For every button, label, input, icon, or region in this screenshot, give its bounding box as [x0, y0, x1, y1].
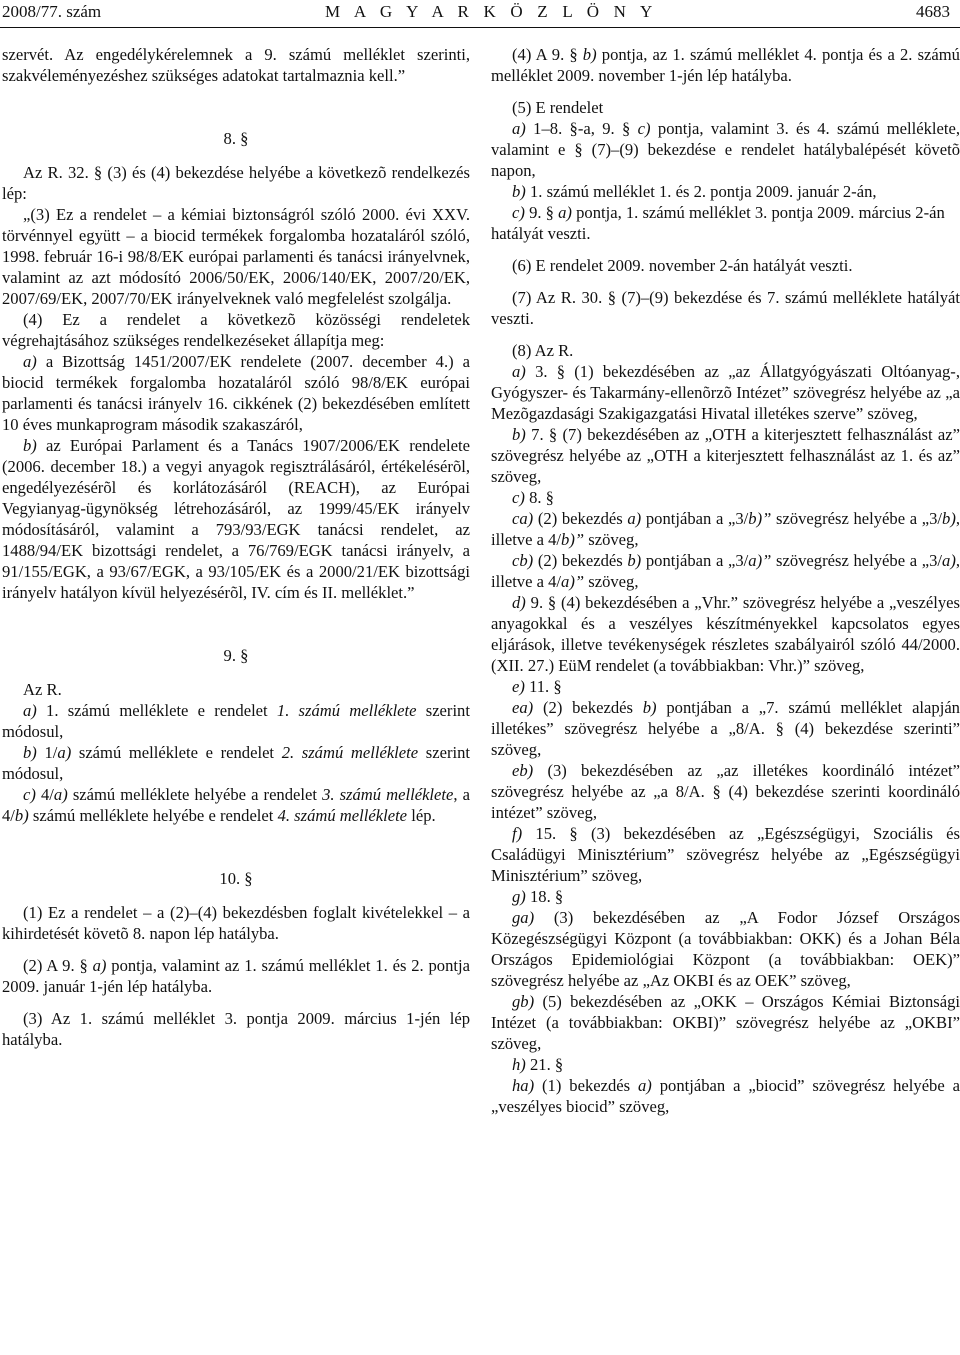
item-mark: b) [23, 743, 37, 762]
intro-paragraph: szervét. Az engedélykérelemnek a 9. számú melléklet szerinti, szakvéleményezéshez szükséges adatokat tartalmaznia kell.” [2, 45, 470, 85]
item-mark: h) [512, 1055, 526, 1074]
para-5-lead: (5) E rendelet [512, 98, 604, 117]
item-mark: b) [512, 182, 526, 201]
item-text: pontja, 1. számú melléklet 3. pontja 2009. március 2-án [576, 203, 945, 222]
para-5-item-b [491, 181, 960, 202]
item-mark: ha) [512, 1076, 535, 1095]
item-mark: ga) [512, 908, 535, 927]
item-text: a Bizottság 1451/2007/EK rendelete (2007. december 4.) a biocid termékek forgalomba hozataláról szóló 98/8/EK európai parlamenti és tanácsi irányelv 16. cikkének (2) bekezdésében említett 10 éves munkaprogram második szakaszáról, [2, 352, 470, 434]
para-8-item-gb [491, 991, 960, 1054]
para-8-item-b [491, 424, 960, 487]
item-ref: 3. számú melléklete [322, 785, 454, 804]
item-ref: b) [942, 509, 956, 528]
item-ref: b)” [561, 530, 585, 549]
para-text: (4) A 9. § [512, 45, 578, 64]
para-8-lead: (8) Az R. [512, 341, 574, 360]
item-text: , illetve a 4/ [491, 509, 960, 549]
item-mark: e) [512, 677, 525, 696]
section-10-p1: (1) Ez a rendelet – a (2)–(4) bekezdésben foglalt kivételekkel – a kihirdetését követõ 8. napon lép hatályba. [2, 903, 470, 943]
para-8-item-e [491, 676, 960, 697]
page-number: 4683 [916, 2, 950, 21]
item-text: (2) bekezdés [537, 551, 623, 570]
item-text: pontja, valamint 3. és 4. számú melléklete, valamint e § (7)–(9) bekezdése e rendelet hatálybalépését követõ napon, [491, 119, 960, 180]
item-text: szerint módosul, [2, 701, 470, 741]
item-text: 1/ [44, 743, 58, 762]
item-text: számú melléklete e rendelet [78, 743, 275, 762]
item-ref: a)” [748, 551, 772, 570]
item-mark: a) [512, 362, 526, 381]
item-ref: b) [642, 698, 657, 717]
section-8-p3: (4) Ez a rendelet a következõ közösségi rendeletek végrehajtásához szükséges rendelkezéseket állapítja meg: [2, 310, 470, 350]
item-text: 1. számú melléklet 1. és 2. pontja 2009. január 2-án, [529, 182, 877, 201]
item-text: szöveg, [588, 572, 639, 591]
para-8-item-ha [491, 1075, 960, 1117]
item-text: (5) bekezdésében az „OKK – Országos Kémiai Biztonsági Intézet (a továbbiakban: OKBI)” szövegrész helyébe az „OKBI” szöveg, [491, 992, 960, 1053]
item-mark: cb) [512, 551, 534, 570]
item-text: 8. § [529, 488, 554, 507]
item-text: 9. § (4) bekezdésében a „Vhr.” szövegrész helyébe a „veszélyes anyagokkal és a veszélyes készítményekkel kapcsolatos egyes eljárások, illetve tevékenységek részletes szabályairól szóló 44/2000. (XII. 27.) EüM rendelet (a továbbiakban: Vhr.)” szöveg, [491, 593, 960, 675]
section-9-item-a [2, 700, 470, 742]
item-text: , illetve a 4/ [491, 551, 960, 591]
item-ref: a) [57, 743, 72, 762]
item-text: számú melléklete helyébe e rendelet [32, 806, 274, 825]
item-mark: b) [23, 436, 37, 455]
item-ref: 4. számú melléklete [277, 806, 408, 825]
item-text: pontjában a „biocid” szövegrész helyébe a „veszélyes biocid” szöveg, [491, 1076, 960, 1116]
item-mark: a) [512, 119, 526, 138]
section-8-heading: 8. § [223, 129, 249, 148]
section-10-p2 [2, 955, 470, 997]
item-mark: ea) [512, 698, 534, 717]
item-ref: a) [627, 509, 642, 528]
para-8-item-a [491, 361, 960, 424]
section-10-heading: 10. § [219, 869, 253, 888]
item-text: 9. § [529, 203, 554, 222]
para-8-item-cb [491, 550, 960, 592]
para-7: (7) Az R. 30. § (7)–(9) bekezdése és 7. számú melléklete hatályát veszti. [491, 288, 960, 328]
section-9-lead: Az R. [23, 680, 62, 699]
item-mark: a) [23, 352, 37, 371]
left-column [2, 44, 470, 1050]
item-text: 11. § [529, 677, 562, 696]
item-text: pontjában a „3/ [645, 509, 749, 528]
item-mark: c) [512, 488, 525, 507]
item-text: , a 4/ [2, 785, 470, 825]
item-text: 1. számú melléklete e rendelet [46, 701, 268, 720]
item-text: pontjában a „7. számú melléklet alapján illetékes” szövegrész helyébe a „8/A. § (4) bekezdése szerinti” szöveg, [491, 698, 960, 759]
item-text: 21. § [529, 1055, 564, 1074]
section-8-p1: Az R. 32. § (3) és (4) bekezdése helyébe a következõ rendelkezés lép: [2, 163, 470, 203]
item-mark: gb) [512, 992, 535, 1011]
section-9-item-b [2, 742, 470, 784]
para-4 [491, 44, 960, 86]
item-text: (3) bekezdésében az „A Fodor József Országos Közegészségügyi Központ (a továbbiakban: OKK) és a Johan Béla Országos Epidemiológiai Központ (a továbbiakban: OEK)” szövegrész helyébe az „Az OKBI és az OEK” szöveg, [491, 908, 960, 990]
item-mark: c) [23, 785, 36, 804]
item-text: pontjában a „3/ [645, 551, 749, 570]
item-mark: b) [512, 425, 526, 444]
item-ref: a) [638, 1076, 652, 1095]
issue-number: 2008/77. szám [2, 2, 102, 21]
item-mark: a) [23, 701, 37, 720]
para-8-item-g [491, 886, 960, 907]
item-text: lép. [411, 806, 436, 825]
para-8-item-ga [491, 907, 960, 991]
section-9-heading: 9. § [223, 646, 249, 665]
para-5-item-a [491, 118, 960, 181]
item-ref: b) [14, 806, 29, 825]
item-ref: a) [53, 785, 68, 804]
header-rule [0, 27, 960, 28]
item-text: 1–8. §-a, 9. § [533, 119, 631, 138]
para-8-item-ca [491, 508, 960, 550]
item-text: 18. § [529, 887, 564, 906]
item-ref: a) [558, 203, 572, 222]
para-8-item-h [491, 1054, 960, 1075]
item-ref: 1. számú melléklete [276, 701, 417, 720]
para-8-item-c [491, 487, 960, 508]
item-text: 3. § (1) bekezdésében az „az Állatgyógyászati Oltóanyag-, Gyógyszer- és Takarmány-ellenõrzõ Intézet” szövegrész helyébe az „a Mezõgazdasági Szakigazgatási Hivatal illetékes szerve” szöveg, [491, 362, 960, 423]
item-ref: 2. számú melléklete [281, 743, 419, 762]
para-ref: a) [92, 956, 107, 975]
para-text: (2) A 9. § [23, 956, 88, 975]
para-text: pontja, az 1. számú melléklet 4. pontja és a 2. számú melléklet 2009. november 1-jén lép hatályba. [491, 45, 960, 85]
para-8-item-f [491, 823, 960, 886]
item-ref: b) [627, 551, 642, 570]
item-mark: c) [512, 203, 525, 222]
para-8-item-ea [491, 697, 960, 760]
item-text: szövegrész helyébe a „3/ [776, 551, 943, 570]
item-text: szöveg, [588, 530, 639, 549]
item-mark: f) [512, 824, 523, 843]
para-ref: b) [582, 45, 597, 64]
item-text: (2) bekezdés [537, 509, 623, 528]
para-5-tail: hatályát veszti. [491, 224, 591, 243]
para-8-item-d [491, 592, 960, 676]
item-text: az Európai Parlament és a Tanács 1907/2006/EK rendelete (2006. december 18.) a vegyi anyagok regisztrálásáról, értékelésérõl, engedélyezésérõl és korlátozásáról (REACH), az Európai Vegyianyag-ügynökség létrehozásáról, az 1999/45/EK irányelv módosításáról, valamint a 793/93/EGK tanácsi rendelet, az 1488/94/EK bizottsági rendelet, a 76/769/EGK tanácsi irányelv, a 91/155/EGK, a 93/67/EGK, a 93/105/EK és a 2000/21/EK bizottsági irányelv hatályon kívül helyezésérõl, IV. cím és II. melléklet.” [2, 436, 470, 602]
item-text: szövegrész helyébe a „3/ [776, 509, 943, 528]
item-text: (3) bekezdésében az „az illetékes koordináló intézet” szövegrész helyébe az „a 8/A. § (4) bekezdése szerinti koordináló intézet” szöveg, [491, 761, 960, 822]
section-8-item-a [2, 351, 470, 435]
right-column [491, 44, 960, 1117]
para-8-item-eb [491, 760, 960, 823]
item-ref: a)” [561, 572, 585, 591]
item-mark: d) [512, 593, 526, 612]
item-text: 4/ [40, 785, 54, 804]
item-text: 7. § (7) bekezdésében az „OTH a kiterjesztett felhasználást az” szövegrész helyébe az „OTH a kiterjesztett felhasználást az 1. és az” szöveg, [491, 425, 960, 486]
item-text: 15. § (3) bekezdésében az „Egészségügyi, Szociális és Családügyi Minisztérium” szövegrész helyébe az „Egészségügyi Minisztérium” szöveg, [491, 824, 960, 885]
section-8-item-b [2, 435, 470, 603]
item-text: számú melléklete helyébe a rendelet [72, 785, 317, 804]
section-10-p3: (3) Az 1. számú melléklet 3. pontja 2009. március 1-jén lép hatályba. [2, 1009, 470, 1049]
para-5-item-c [491, 202, 960, 223]
item-mark: g) [512, 887, 526, 906]
item-text: szerint módosul, [2, 743, 471, 783]
item-text: (2) bekezdés [543, 698, 633, 717]
item-mark: ca) [512, 509, 534, 528]
section-9-item-c [2, 784, 470, 826]
para-6: (6) E rendelet 2009. november 2-án hatályát veszti. [512, 256, 853, 275]
item-mark: eb) [512, 761, 534, 780]
section-8-p2: „(3) Ez a rendelet – a kémiai biztonságról szóló 2000. évi XXV. törvénnyel együtt – a biocid termékek forgalomba hozataláról szóló, 1998. február 16-i 98/8/EK európai parlamenti és tanácsi irányelvnek, valamint az azt módosító 2006/50/EK, 2006/140/EK, 2007/20/EK, 2007/69/EK, 2007/70/EK irányelveknek való megfelelést szolgálja. [2, 205, 470, 308]
item-ref: a) [942, 551, 956, 570]
page-header [0, 0, 960, 26]
item-ref: c) [637, 119, 651, 138]
item-ref: b)” [748, 509, 772, 528]
item-text: (1) bekezdés [542, 1076, 631, 1095]
para-text: pontja, valamint az 1. számú melléklet 1. és 2. pontja 2009. január 1-jén lép hatályba. [2, 956, 470, 996]
journal-title: M A G Y A R K Ö Z L Ö N Y [325, 2, 658, 21]
